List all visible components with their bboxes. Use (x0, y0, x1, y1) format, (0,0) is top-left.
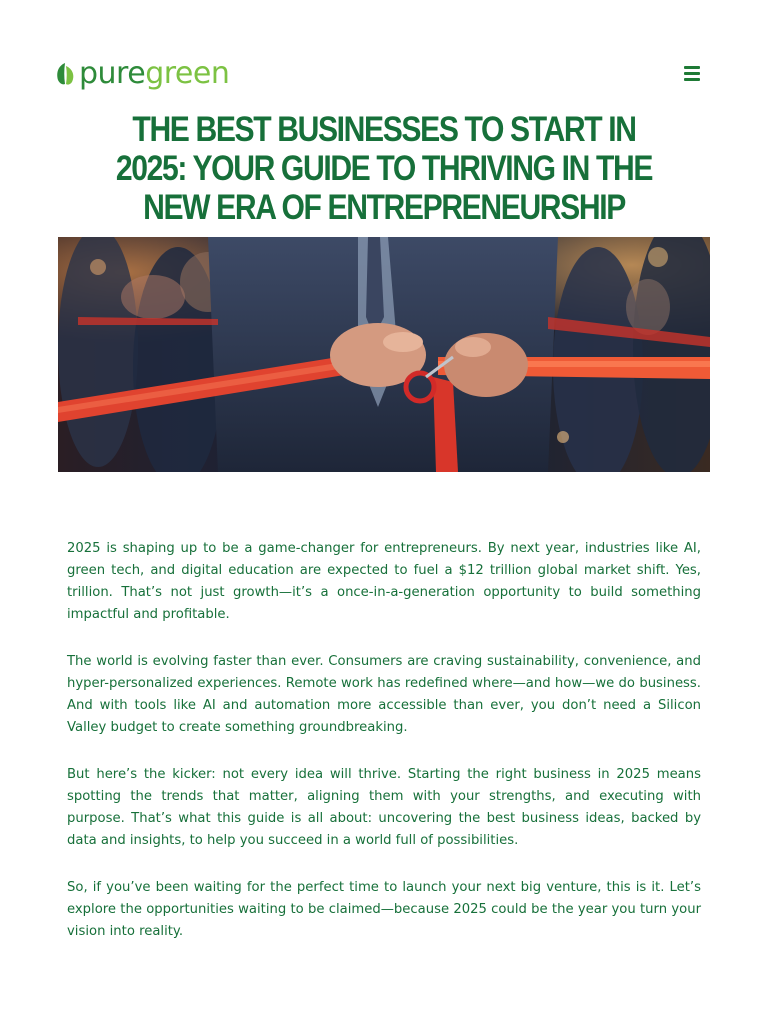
article-paragraph: But here’s the kicker: not every idea will thrive. Starting the right business in 2025 means spotting the trends that matter, aligning them with your strengths, and executing with purpose. That’s what this guide is all about: uncovering the best business ideas, backed by data and insights, to help you succeed in a world full of possibilities. (67, 767, 701, 848)
hero-image (58, 237, 710, 472)
brand-wordmark (79, 56, 229, 92)
article-paragraph: So, if you’ve been waiting for the perfect time to launch your next big venture, this is it. Let’s explore the opportunities waiting to be claimed—because 2025 could be the year you turn your vision into reality. (67, 880, 701, 939)
article-title: THE BEST BUSINESSES TO START IN 2025: YOUR GUIDE TO THRIVING IN THE NEW ERA OF ENTREPRENEURSHIP (115, 110, 653, 227)
leaf-logo-icon (53, 60, 77, 88)
brand-name-part1: pure (79, 56, 146, 91)
brand-logo[interactable] (53, 56, 229, 92)
hamburger-menu-icon[interactable] (684, 66, 702, 82)
site-header (0, 0, 768, 110)
article-paragraph: The world is evolving faster than ever. Consumers are craving sustainability, convenience, and hyper-personalized experiences. Remote work has redefined where—and how—we do business. And with tools like AI and automation more accessible than ever, you don’t need a Silicon Valley budget to create something groundbreaking. (67, 654, 701, 735)
brand-name-part2: green (145, 56, 230, 91)
article-paragraph: 2025 is shaping up to be a game-changer for entrepreneurs. By next year, industries like AI, green tech, and digital education are expected to fuel a $12 trillion global market shift. Yes, trillion. That’s not just growth—it’s a once-in-a-generation opportunity to build something impactful and profitable. (67, 541, 701, 622)
article-body (67, 538, 701, 968)
ribbon-cutting-photo (58, 237, 710, 472)
